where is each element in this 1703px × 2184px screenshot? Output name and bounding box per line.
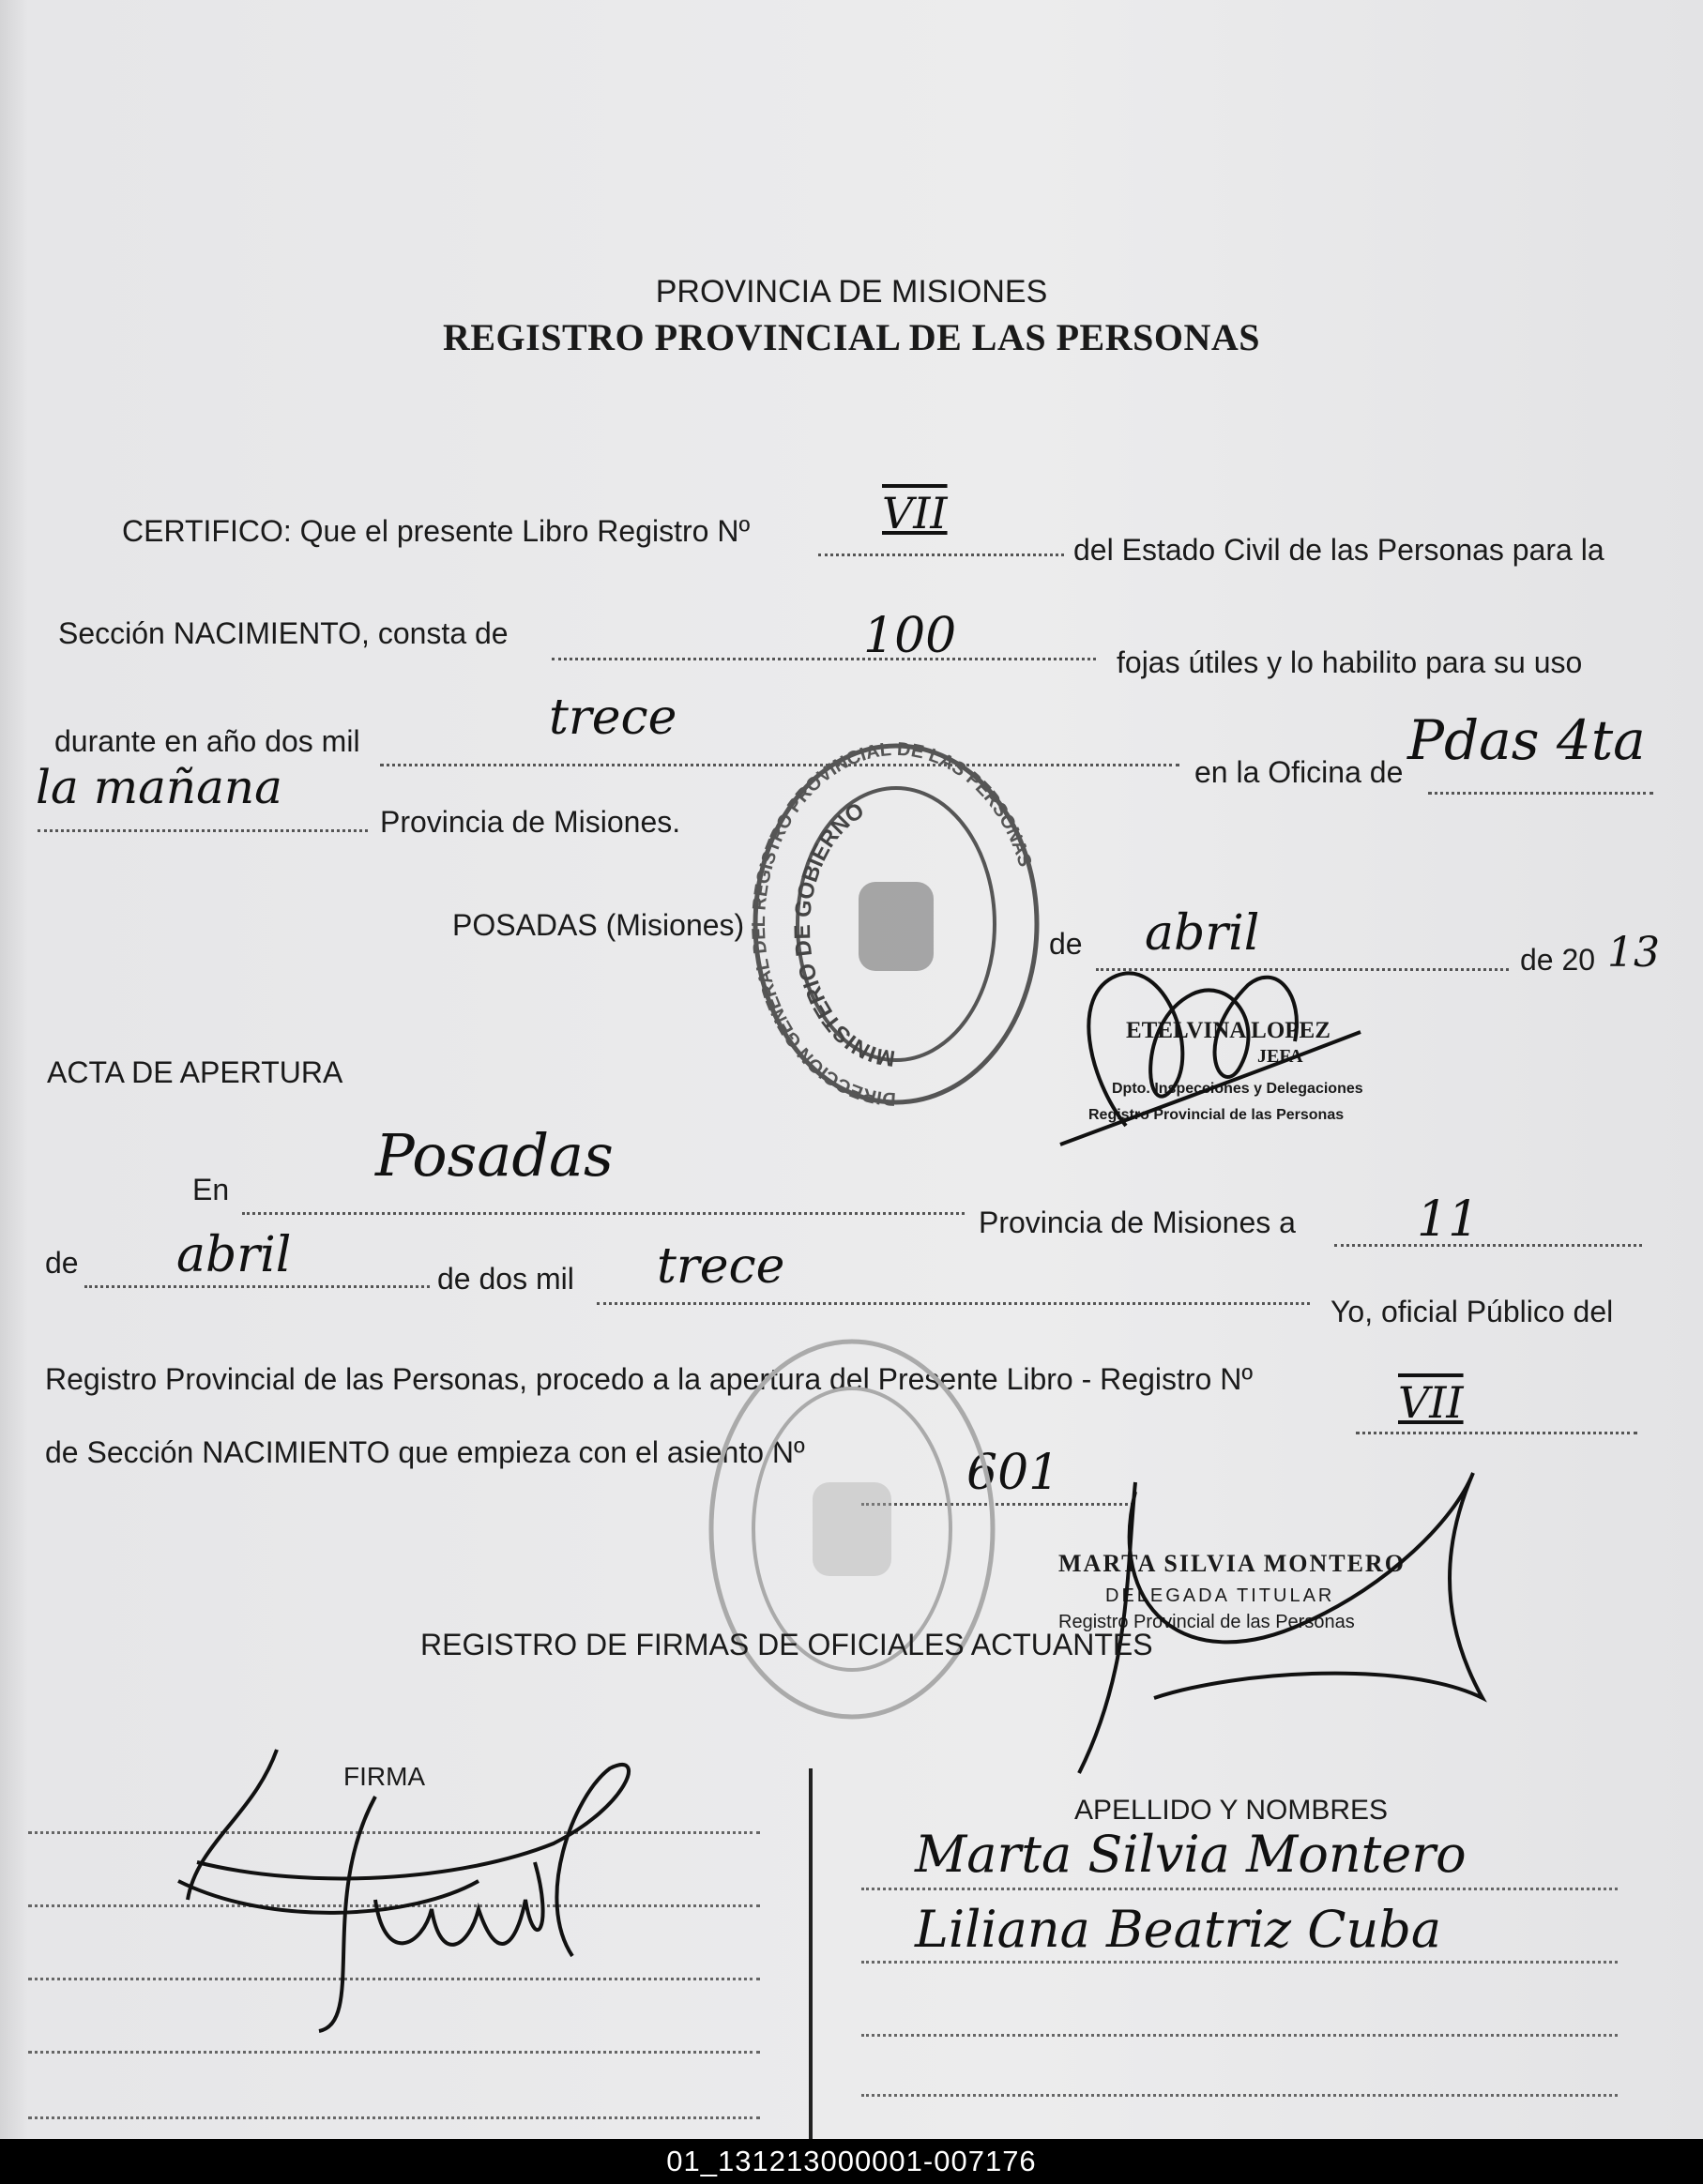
apertura-line-4: de Sección NACIMIENTO que empieza con el asiento Nº [45, 1435, 805, 1469]
apertura-year-handwritten: trece [657, 1238, 785, 1295]
book-number-handwritten: VII [882, 488, 948, 538]
svg-text:MINISTERIO DE GOBIERNO: MINISTERIO DE GOBIERNO [789, 797, 897, 1071]
column-divider [809, 1768, 813, 2139]
document-id-footer: 01_131213000001-007176 [0, 2139, 1703, 2184]
cert-year-suffix: 13 [1607, 929, 1660, 977]
apertura-book-dots [1356, 1428, 1637, 1434]
nombre-rule-2 [861, 1961, 1618, 1964]
apertura-line-2-middle: de dos mil [437, 1262, 574, 1296]
day-handwritten: 11 [1417, 1191, 1480, 1248]
signature-2 [1051, 1464, 1501, 1782]
apertura-line-1-suffix: Provincia de Misiones a [979, 1206, 1296, 1239]
stamp2-role: DELEGADA TITULAR [1105, 1585, 1335, 1606]
pages-dots [552, 654, 1096, 660]
cert-place-date: POSADAS (Misiones) [452, 908, 745, 942]
stamp2-org: Registro Provincial de las Personas [1058, 1612, 1355, 1632]
firmas-title: REGISTRO DE FIRMAS DE OFICIALES ACTUANTES [420, 1628, 1153, 1661]
province-heading: PROVINCIA DE MISIONES [655, 274, 1048, 310]
registry-heading: REGISTRO PROVINCIAL DE LAS PERSONAS [442, 316, 1260, 358]
place-handwritten: Posadas [375, 1121, 614, 1190]
official-name-2: Liliana Beatriz Cuba [915, 1900, 1442, 1959]
cert-line-2-prefix: Sección NACIMIENTO, consta de [58, 616, 509, 650]
cert-line-1-prefix: CERTIFICO: Que el presente Libro Registro Nº [122, 514, 751, 548]
apertura-line-2-suffix: Yo, oficial Público del [1330, 1295, 1614, 1328]
apertura-line-2-de: de [45, 1246, 79, 1280]
book-number-dots [818, 550, 1064, 556]
stamp1-dept: Dpto. Inspecciones y Delegaciones [1112, 1081, 1363, 1097]
entry-handwritten: 601 [966, 1445, 1060, 1501]
cert-line-3-suffix: en la Oficina de [1194, 755, 1404, 789]
office-cont-dots [38, 826, 368, 832]
apertura-year-dots [597, 1298, 1310, 1305]
apertura-line-1-prefix: En [192, 1173, 230, 1206]
pages-handwritten: 100 [863, 608, 957, 664]
apertura-title: ACTA DE APERTURA [47, 1055, 343, 1089]
stamp2-name: MARTA SILVIA MONTERO [1058, 1550, 1406, 1577]
cert-year-prefix: de 20 [1520, 943, 1596, 977]
firma-rule-5 [28, 2116, 760, 2119]
firma-column-header: FIRMA [343, 1762, 426, 1791]
official-seal-1 [746, 738, 1046, 1116]
stamp1-role: JEFA [1257, 1046, 1303, 1067]
signature-3 [178, 1740, 666, 2050]
cert-line-1-suffix: del Estado Civil de las Personas para la [1073, 533, 1604, 567]
cert-line-2-suffix: fojas útiles y lo habilito para su uso [1117, 645, 1583, 679]
signature-1 [1051, 938, 1370, 1163]
office-dots [1428, 788, 1653, 795]
stamp1-name: ETELVINA LOPEZ [1126, 1018, 1330, 1043]
day-dots [1334, 1240, 1642, 1247]
nombre-rule-4 [861, 2094, 1618, 2097]
apertura-month-handwritten: abril [176, 1227, 292, 1283]
cert-date-de: de [1049, 927, 1083, 961]
stamp1-org: Registro Provincial de las Personas [1088, 1107, 1345, 1123]
apertura-book-handwritten: VII [1398, 1377, 1464, 1428]
nombre-rule-3 [861, 2034, 1618, 2037]
nombre-rule-1 [861, 1888, 1618, 1890]
official-name-1: Marta Silvia Montero [915, 1825, 1467, 1884]
svg-text:DIRECCION GENERAL DEL REGISTRO: DIRECCION GENERAL DEL REGISTRO PROVINCIAL DE LAS PERSONAS [748, 738, 1036, 1110]
office-continuation-handwritten: la mañana [36, 760, 282, 814]
cert-line-4: Provincia de Misiones. [380, 805, 681, 839]
nombres-column-header: APELLIDO Y NOMBRES [1074, 1795, 1389, 1826]
month-handwritten: abril [1145, 905, 1260, 962]
cert-line-3-prefix: durante en año dos mil [54, 724, 360, 758]
year-handwritten: trece [549, 690, 677, 746]
place-dots [242, 1208, 965, 1215]
apertura-line-3: Registro Provincial de las Personas, procedo a la apertura del Presente Libro - Registro Nº [45, 1362, 1253, 1396]
firma-rule-4 [28, 2051, 760, 2054]
official-seal-2 [702, 1332, 1002, 1726]
office-handwritten: Pdas 4ta [1407, 708, 1646, 772]
